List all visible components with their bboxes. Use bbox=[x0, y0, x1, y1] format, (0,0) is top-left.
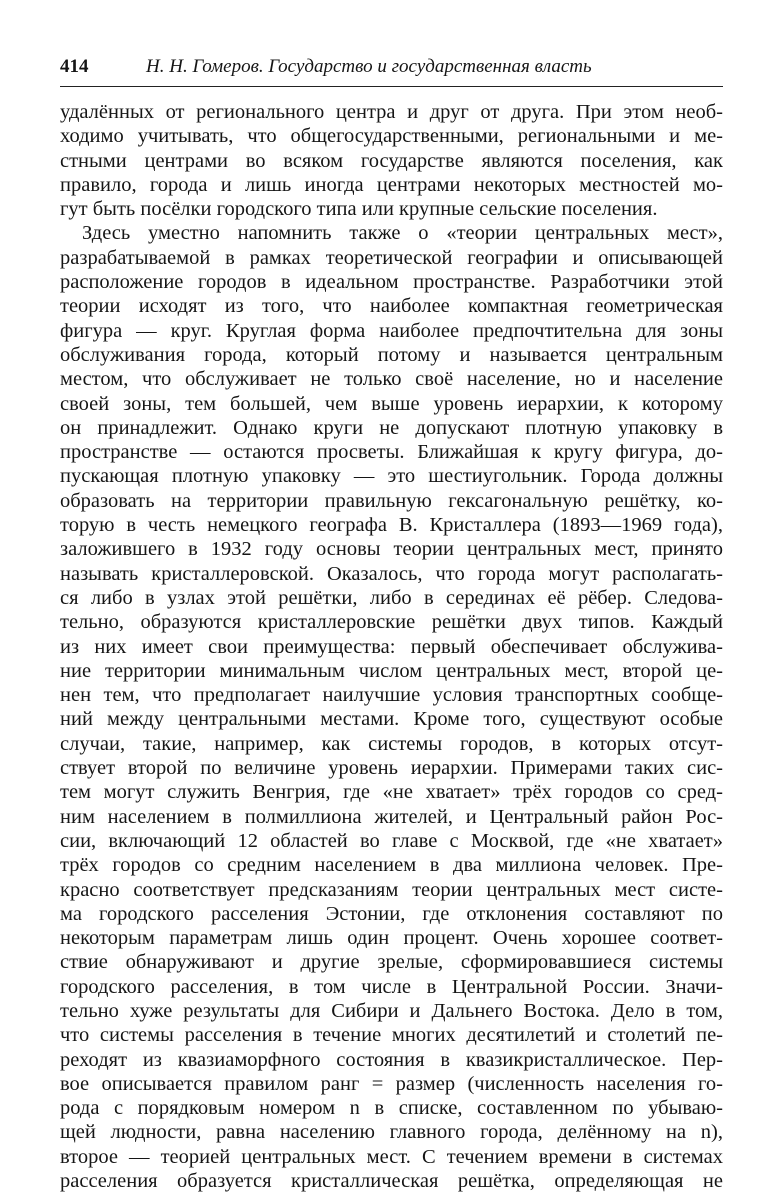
text-line: некоторым параметрам лишь один процент. Очень хорошее соответ- bbox=[60, 927, 723, 950]
text-line: он принадлежит. Однако круги не допускают плотную упаковку в bbox=[60, 416, 723, 439]
text-line: ствует второй по величине уровень иерархии. Примерами таких сис- bbox=[60, 757, 723, 780]
text-line: пространстве — остаются просветы. Ближайшая к кругу фигура, до- bbox=[60, 441, 723, 464]
text-line: называть кристаллеровской. Оказалось, что города могут располагать- bbox=[60, 562, 723, 585]
text-line: из них имеет свои преимущества: первый обеспечивает обслужива- bbox=[60, 635, 723, 658]
text-line: ствие обнаруживают и другие зрелые, сформировавшиеся системы bbox=[60, 951, 723, 974]
text-line: реходят из квазиаморфного состояния в квазикристаллическое. Пер- bbox=[60, 1048, 723, 1071]
text-line: расположение городов в идеальном пространстве. Разработчики этой bbox=[60, 271, 723, 294]
text-line: удалённых от регионального центра и друг от друга. При этом необ- bbox=[60, 101, 723, 123]
text-line: ходимо учитывать, что общегосударственными, региональными и ме- bbox=[60, 125, 723, 148]
text-line: фигура — круг. Круглая форма наиболее предпочтительна для зоны bbox=[60, 319, 723, 342]
text-line: разрабатываемой в рамках теоретической географии и описывающей bbox=[60, 246, 723, 269]
text-line: трёх городов со средним населением в два миллиона человек. Пре- bbox=[60, 854, 723, 877]
text-line: нен тем, что предполагает наилучшие условия транспортных сообще- bbox=[60, 684, 723, 707]
text-line: ний между центральными местами. Кроме того, существуют особые bbox=[60, 708, 723, 731]
text-line: что системы расселения в течение многих десятилетий и столетий пе- bbox=[60, 1024, 723, 1047]
text-line: образовать на территории правильную гексагональную решётку, ко- bbox=[60, 489, 723, 512]
text-line: тельно, образуются кристаллеровские решётки двух типов. Каждый bbox=[60, 611, 723, 634]
text-line: местом, что обслуживает не только своё население, но и население bbox=[60, 368, 723, 391]
text-line: расселения образуется кристаллическая решётка, определяющая не bbox=[60, 1170, 723, 1193]
text-line: стными центрами во всяком государстве являются поселения, как bbox=[60, 149, 723, 172]
text-line: рода с порядковым номером n в списке, составленном по убываю- bbox=[60, 1097, 723, 1120]
text-line: своей зоны, тем большей, чем выше уровень иерархии, к которому bbox=[60, 392, 723, 415]
text-line: тельно хуже результаты для Сибири и Дальнего Востока. Дело в том, bbox=[60, 999, 723, 1022]
text-line: случаи, такие, например, как системы городов, в которых отсут- bbox=[60, 732, 723, 755]
text-line: правило, города и лишь иногда центрами некоторых местностей мо- bbox=[60, 173, 723, 196]
text-line: теории исходят из того, что наиболее компактная геометрическая bbox=[60, 295, 723, 318]
text-line: вое описывается правилом ранг = размер (численность населения го- bbox=[60, 1072, 723, 1095]
text-line: ся либо в узлах этой решётки, либо в серединах её рёбер. Следова- bbox=[60, 586, 723, 609]
text-line: щей людности, равна населению главного города, делённому на n), bbox=[60, 1121, 723, 1144]
text-line: пускающая плотную упаковку — это шестиугольник. Города должны bbox=[60, 465, 723, 488]
body-text bbox=[60, 100, 723, 1193]
text-line: сии, включающий 12 областей во главе с Москвой, где «не хватает» bbox=[60, 829, 723, 852]
text-line: тем могут служить Венгрия, где «не хватает» трёх городов со сред- bbox=[60, 781, 723, 804]
text-line: гут быть посёлки городского типа или крупные сельские поселения. bbox=[60, 198, 658, 221]
page-number: 414 bbox=[60, 56, 89, 77]
paragraph-first-line: Здесь уместно напомнить также о «теории центральных мест», bbox=[82, 222, 723, 245]
header-rule bbox=[60, 86, 723, 87]
text-line: обслуживания города, который потому и называется центральным bbox=[60, 343, 723, 366]
text-line: ним населением в полмиллиона жителей, и Центральный район Рос- bbox=[60, 805, 723, 828]
page-header bbox=[60, 52, 723, 82]
text-line: торую в честь немецкого географа В. Кристаллера (1893—1969 года), bbox=[60, 514, 723, 537]
text-line: ние территории минимальным числом центральных мест, второй це- bbox=[60, 659, 723, 682]
text-line: красно соответствует предсказаниям теории центральных мест систе- bbox=[60, 878, 723, 901]
text-line: городского расселения, в том числе в Центральной России. Значи- bbox=[60, 975, 723, 998]
text-line: второе — теорией центральных мест. С течением времени в системах bbox=[60, 1145, 723, 1168]
running-title: Н. Н. Гомеров. Государство и государственная власть bbox=[146, 56, 592, 77]
text-line: ма городского расселения Эстонии, где отклонения составляют по bbox=[60, 902, 723, 925]
text-line: заложившего в 1932 году основы теории центральных мест, принято bbox=[60, 538, 723, 561]
